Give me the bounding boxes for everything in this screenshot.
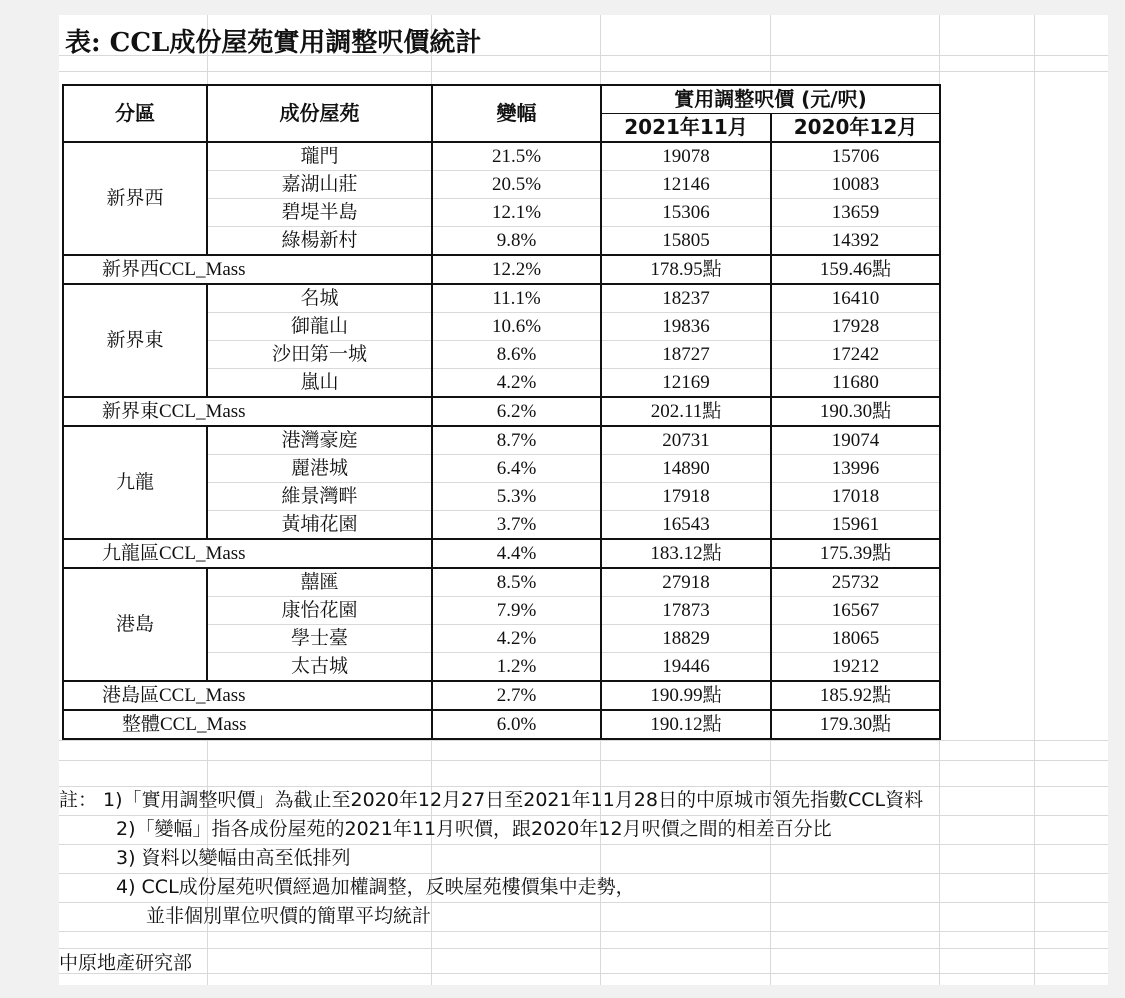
price-2021-11-cell: 17873 [601,597,771,625]
change-cell: 8.6% [432,341,601,369]
estate-name-cell: 麗港城 [207,455,432,483]
mass-2021-11-cell: 178.95點 [601,255,771,284]
price-2021-11-cell: 14890 [601,455,771,483]
grid-row-line [59,931,1108,932]
price-2021-11-cell: 18237 [601,284,771,313]
table-row [63,568,940,597]
note-line-4: 4) CCL成份屋苑呎價經過加權調整，反映屋苑樓價集中走勢， [116,876,635,898]
mass-change-cell: 6.2% [432,397,601,426]
estate-name-cell: 瓏門 [207,142,432,171]
notes-section [59,786,923,931]
change-cell: 5.3% [432,483,601,511]
table-row [63,284,940,313]
note-line-3: 3) 資料以變幅由高至低排列 [116,847,351,869]
price-2021-11-cell: 16543 [601,511,771,540]
mass-label-cell: 九龍區CCL_Mass [63,539,432,568]
mass-label-cell: 新界東CCL_Mass [63,397,432,426]
estate-name-cell: 嵐山 [207,369,432,398]
price-2021-11-cell: 20731 [601,426,771,455]
mass-summary-row [63,681,940,710]
grid-row-line [59,71,1108,72]
mass-2020-12-cell: 185.92點 [771,681,940,710]
price-2020-12-cell: 15961 [771,511,940,540]
change-cell: 7.9% [432,597,601,625]
header-price-group: 實用調整呎價 (元/呎) [601,85,940,114]
mass-summary-row [63,539,940,568]
change-cell: 10.6% [432,313,601,341]
grid-row-line [59,740,1108,741]
mass-2020-12-cell: 190.30點 [771,397,940,426]
price-2020-12-cell: 17242 [771,341,940,369]
overall-2021-11-cell: 190.12點 [601,710,771,739]
price-2020-12-cell: 15706 [771,142,940,171]
mass-2020-12-cell: 159.46點 [771,255,940,284]
price-2021-11-cell: 15306 [601,199,771,227]
header-month-2021-11: 2021年11月 [601,114,771,143]
change-cell: 12.1% [432,199,601,227]
mass-2021-11-cell: 202.11點 [601,397,771,426]
mass-change-cell: 12.2% [432,255,601,284]
overall-summary-row [63,710,940,739]
district-cell: 九龍 [63,426,207,539]
overall-label-cell: 整體CCL_Mass [63,710,432,739]
change-cell: 4.2% [432,369,601,398]
change-cell: 9.8% [432,227,601,256]
header-estate: 成份屋苑 [207,85,432,142]
header-month-2020-12: 2020年12月 [771,114,940,143]
mass-summary-row [63,255,940,284]
change-cell: 21.5% [432,142,601,171]
table-row [63,426,940,455]
price-2020-12-cell: 10083 [771,171,940,199]
change-cell: 4.2% [432,625,601,653]
mass-change-cell: 2.7% [432,681,601,710]
mass-change-cell: 4.4% [432,539,601,568]
estate-name-cell: 碧堤半島 [207,199,432,227]
estate-name-cell: 名城 [207,284,432,313]
price-2020-12-cell: 17018 [771,483,940,511]
price-2021-11-cell: 19836 [601,313,771,341]
change-cell: 20.5% [432,171,601,199]
note-line-5: 並非個別單位呎價的簡單平均統計 [146,905,432,927]
mass-2020-12-cell: 175.39點 [771,539,940,568]
change-cell: 8.5% [432,568,601,597]
price-2021-11-cell: 27918 [601,568,771,597]
header-district: 分區 [63,85,207,142]
price-2021-11-cell: 17918 [601,483,771,511]
price-2020-12-cell: 14392 [771,227,940,256]
price-2020-12-cell: 16567 [771,597,940,625]
estate-name-cell: 囍匯 [207,568,432,597]
price-2020-12-cell: 19212 [771,653,940,682]
price-2020-12-cell: 13659 [771,199,940,227]
price-2021-11-cell: 19078 [601,142,771,171]
price-2020-12-cell: 13996 [771,455,940,483]
estate-name-cell: 維景灣畔 [207,483,432,511]
grid-row-line [59,760,1108,761]
district-cell: 港島 [63,568,207,681]
change-cell: 6.4% [432,455,601,483]
estate-name-cell: 綠楊新村 [207,227,432,256]
mass-2021-11-cell: 183.12點 [601,539,771,568]
price-table [62,84,941,740]
table-row [63,142,940,171]
estate-name-cell: 沙田第一城 [207,341,432,369]
estate-name-cell: 學士臺 [207,625,432,653]
price-2021-11-cell: 18727 [601,341,771,369]
change-cell: 8.7% [432,426,601,455]
spreadsheet-sheet [59,15,1108,985]
change-cell: 3.7% [432,511,601,540]
price-2021-11-cell: 19446 [601,653,771,682]
price-2020-12-cell: 18065 [771,625,940,653]
price-2020-12-cell: 11680 [771,369,940,398]
grid-column-line [1034,15,1035,985]
price-2020-12-cell: 16410 [771,284,940,313]
overall-2020-12-cell: 179.30點 [771,710,940,739]
estate-name-cell: 嘉湖山莊 [207,171,432,199]
header-change: 變幅 [432,85,601,142]
table-title: 表: CCL成份屋苑實用調整呎價統計 [65,28,482,58]
mass-2021-11-cell: 190.99點 [601,681,771,710]
note-line-2: 2)「變幅」指各成份屋苑的2021年11月呎價，跟2020年12月呎價之間的相差百分比 [116,818,832,840]
price-2021-11-cell: 12169 [601,369,771,398]
estate-name-cell: 康怡花園 [207,597,432,625]
estate-name-cell: 御龍山 [207,313,432,341]
overall-change-cell: 6.0% [432,710,601,739]
estate-name-cell: 黃埔花園 [207,511,432,540]
price-2021-11-cell: 15805 [601,227,771,256]
price-2020-12-cell: 19074 [771,426,940,455]
district-cell: 新界西 [63,142,207,255]
note-line-1: 註： 1)「實用調整呎價」為截止至2020年12月27日至2021年11月28日的中原城市領先指數CCL資料 [59,789,924,811]
change-cell: 1.2% [432,653,601,682]
mass-summary-row [63,397,940,426]
estate-name-cell: 太古城 [207,653,432,682]
mass-label-cell: 港島區CCL_Mass [63,681,432,710]
estate-name-cell: 港灣豪庭 [207,426,432,455]
price-2021-11-cell: 18829 [601,625,771,653]
grid-row-line [59,973,1108,974]
change-cell: 11.1% [432,284,601,313]
price-2021-11-cell: 12146 [601,171,771,199]
grid-row-line [59,948,1108,949]
district-cell: 新界東 [63,284,207,397]
price-2020-12-cell: 17928 [771,313,940,341]
price-2020-12-cell: 25732 [771,568,940,597]
footer-source: 中原地產研究部 [59,952,193,974]
mass-label-cell: 新界西CCL_Mass [63,255,432,284]
